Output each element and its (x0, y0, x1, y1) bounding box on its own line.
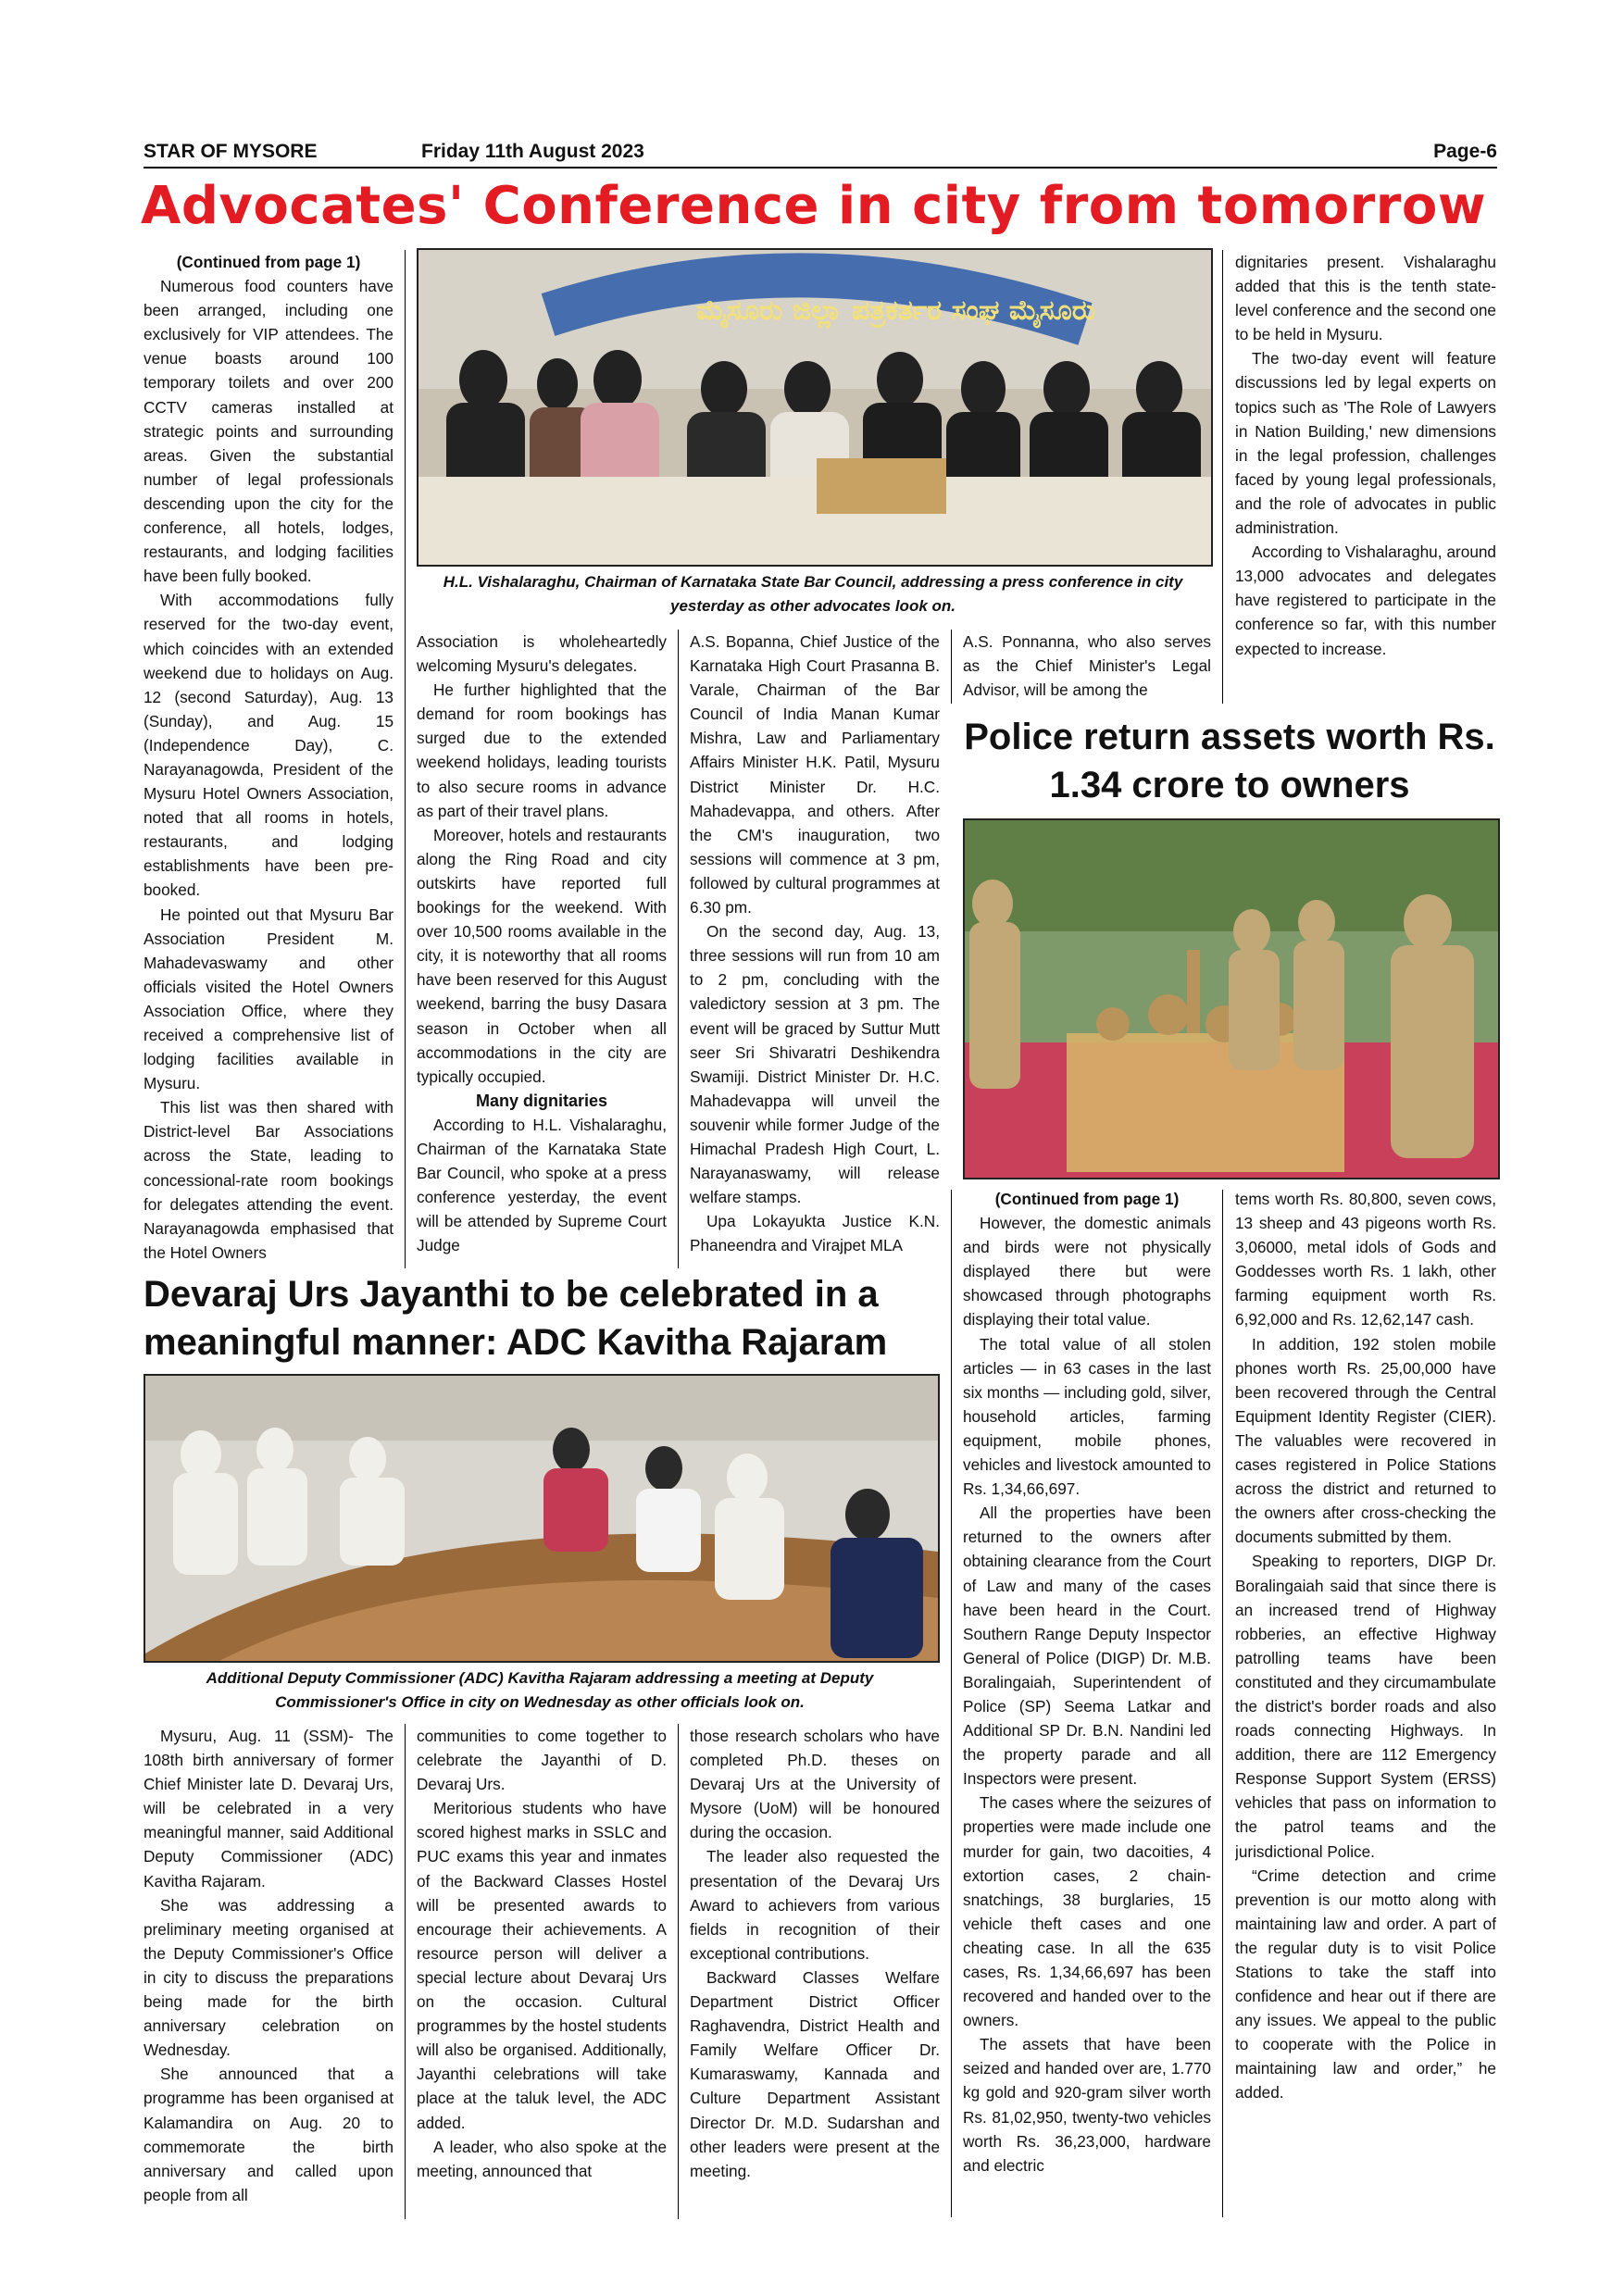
paragraph: dignitaries present. Vishalaraghu added that this is the tenth state-level conference and the second one to be held in Mysuru. (1235, 253, 1496, 344)
column-divider (951, 1190, 952, 2217)
press-conference-caption: H.L. Vishalaraghu, Chairman of Karnataka State Bar Council, addressing a press conference in city yesterday as other advocates look on. (443, 573, 1183, 615)
paragraph: Meritorious students who have scored highest marks in SSLC and PUC exams this year and inmates of the Backward Classes Hostel will be presented awards to encourage their achievements. A resource person will deliver a special lecture about Devaraj Urs on the occasion. Cultural programmes by the hostel students will also be organised. Additionally, Jayanthi celebrations will take place at the taluk level, the ADC added. (417, 1799, 667, 2132)
story1-column-3 (690, 630, 940, 1268)
continued-label: (Continued from page 1) (994, 1190, 1180, 1208)
story1-column-5 (1235, 250, 1496, 713)
paragraph: “Crime detection and crime prevention is our motto along with maintaining law and order. A part of the regular duty is to visit Police Stations to take the staff into confidence and hear out if there are any issues. We appeal to the public to cooperate with the Police in maintaining law and order,” he added. (1235, 1866, 1496, 2103)
paragraph: Upa Lokayukta Justice K.N. Phaneendra and Virajpet MLA (690, 1212, 940, 1255)
story2-column-2 (1235, 1187, 1496, 2219)
issue-date: Friday 11th August 2023 (421, 141, 644, 162)
adc-meeting-caption: Additional Deputy Commissioner (ADC) Kavitha Rajaram addressing a meeting at Deputy Commissioner's Office in city on Wednesday as other officials look on. (206, 1669, 874, 1711)
meeting-illustration (145, 1376, 938, 1661)
story3-column-1 (144, 1724, 394, 2219)
column-divider (678, 1724, 679, 2219)
story3-column-3 (690, 1724, 940, 2219)
paragraph: With accommodations fully reserved for the two-day event, which coincides with an extended weekend due to holidays on Aug. 12 (second Saturday), Aug. 13 (Sunday), and Aug. 15 (Independence Day), C. Narayanagowda, President of the Mysuru Hotel Owners Association, noted that all rooms in hotels, restaurants, and lodging establishments have been pre-booked. (144, 591, 394, 900)
paragraph: In addition, 192 stolen mobile phones worth Rs. 25,00,000 have been recovered through the Central Equipment Identity Register (CIER). The valuables were recovered in cases registered in Police Stations across the district and returned to the owners after cross-checking the documents submitted by them. (1235, 1334, 1496, 1547)
paragraph: The two-day event will feature discussions led by legal experts on topics such as 'The Role of Lawyers in Nation Building,' new dimensions in the legal profession, challenges faced by young legal professionals, and the role of advocates in public administration. (1235, 349, 1496, 538)
paragraph: On the second day, Aug. 13, three sessions will run from 10 am to 2 pm, concluding with the valedictory session at 3 pm. The event will be graced by Suttur Mutt seer Sri Shivaratri Deshikendra Swamiji. District Minister Dr. H.C. Mahadevappa will unveil the souvenir while former Judge of the Himachal Pradesh High Court, L. Narayanaswamy, will release welfare stamps. (690, 922, 940, 1207)
page-number: Page-6 (1433, 141, 1497, 162)
paragraph: tems worth Rs. 80,800, seven cows, 13 sheep and 43 pigeons worth Rs. 3,06000, metal idols of Gods and Goddesses worth Rs. 1 lakh, other farming equipment worth Rs. 6,92,000 and Rs. 12,62,147 cash. (1235, 1190, 1496, 1329)
paragraph: communities to come together to celebrate the Jayanthi of D. Devaraj Urs. (417, 1727, 667, 1794)
paragraph: The assets that have been seized and handed over are, 1.770 kg gold and 920-gram silver worth Rs. 81,02,950, twenty-two vehicles worth Rs. 36,23,000, hardware and electric (963, 2035, 1211, 2175)
police-property-parade-photo (963, 818, 1500, 1179)
headline-advocates-conference: Advocates' Conference in city from tomorrow (141, 176, 1487, 236)
paragraph: He further highlighted that the demand for room bookings has surged due to the extended weekend holidays, leading tourists to also secure rooms in advance as part of their travel plans. (417, 680, 667, 820)
press-conference-photo (417, 248, 1213, 567)
paragraph: A leader, who also spoke at the meeting, announced that (417, 2137, 667, 2180)
press-conference-illustration (418, 250, 1211, 565)
column-divider (1222, 1190, 1223, 2217)
paragraph: those research scholars who have completed Ph.D. theses on Devaraj Urs at the University of Mysore (UoM) will be honoured during the occasion. (690, 1727, 940, 1842)
paragraph: However, the domestic animals and birds were not physically displayed there but were showcased through photographs displaying their total value. (963, 1214, 1211, 1329)
adc-meeting-photo (144, 1374, 940, 1663)
column-divider (405, 1724, 406, 2219)
paper-name: STAR OF MYSORE (144, 141, 318, 162)
paragraph: According to Vishalaraghu, around 13,000 advocates and delegates have registered to participate in the conference so far, with this number expected to increase. (1235, 543, 1496, 658)
story1-column-1 (144, 250, 394, 1268)
paragraph: The total value of all stolen articles — in 63 cases in the last six months — including gold, silver, household articles, farming equipment, mobile phones, vehicles and livestock amounted to Rs. 1,34,66,697. (963, 1334, 1211, 1499)
column-divider (678, 630, 679, 1268)
continued-label: (Continued from page 1) (176, 253, 361, 271)
story1-column-2 (417, 630, 667, 1268)
paragraph: Mysuru, Aug. 11 (SSM)- The 108th birth anniversary of former Chief Minister late D. Devaraj Urs, will be celebrated in a very meaningful manner, said Additional Deputy Commissioner (ADC) Kavitha Rajaram. (144, 1727, 394, 1890)
paragraph: Numerous food counters have been arranged, including one exclusively for VIP attendees. The venue boasts around 100 temporary toilets and over 200 CCTV cameras installed at strategic points and surrounding areas. Given the substantial number of legal professionals descending upon the city for the conference, all hotels, lodges, restaurants, and lodging facilities have been fully booked. (144, 277, 394, 586)
banner-text: ಮೈಸೂರು ಜಿಲ್ಲಾ ಪತ್ರಕರ್ತರ ಸಂಘ ಮೈಸೂರು (696, 294, 1096, 327)
paragraph: This list was then shared with District-level Bar Associations across the State, leading to concessional-rate room bookings for delegates attending the event. Narayanagowda emphasised that the Hotel Owners (144, 1098, 394, 1262)
paragraph: Association is wholeheartedly welcoming Mysuru's delegates. (417, 632, 667, 676)
story1-column-4 (963, 630, 1211, 704)
paragraph: A.S. Bopanna, Chief Justice of the Karnataka High Court Prasanna B. Varale, Chairman of the Bar Council of India Manan Kumar Mishra, Law and Parliamentary Affairs Minister H.K. Patil, Mysuru District Minister Dr. H.C. Mahadevappa, and others. After the CM's inauguration, two sessions will commence at 3 pm, followed by cultural programmes at 6.30 pm. (690, 632, 940, 917)
paragraph: According to H.L. Vishalaraghu, Chairman of the Karnataka State Bar Council, who spoke at a press conference yesterday, the event will be attended by Supreme Court Judge (417, 1115, 667, 1255)
paragraph: She announced that a programme has been organised at Kalamandira on Aug. 20 to commemorate the birth anniversary and called upon people from all (144, 2065, 394, 2204)
headline-police-return-assets: Police return assets worth Rs. 1.34 crore to owners (964, 717, 1495, 805)
headline-devaraj-urs-jayanthi: Devaraj Urs Jayanthi to be celebrated in a meaningful manner: ADC Kavitha Rajaram (144, 1274, 888, 1363)
masthead-rule (144, 167, 1497, 168)
paragraph: The leader also requested the presentation of the Devaraj Urs Award to achievers from various fields in recognition of their exceptional contributions. (690, 1847, 940, 1963)
paragraph: Backward Classes Welfare Department District Officer Raghavendra, District Health and Family Welfare Officer Dr. Kumaraswamy, Kannada and Culture Department Assistant Director Dr. M.D. Sudarshan and other leaders were present at the meeting. (690, 1967, 940, 2180)
column-divider (405, 250, 406, 1268)
paragraph: He pointed out that Mysuru Bar Association President M. Mahadevaswamy and other officials visited the Hotel Owners Association Office, where they received a comprehensive list of lodging facilities available in Mysuru. (144, 905, 394, 1093)
paragraph: A.S. Ponnanna, who also serves as the Chief Minister's Legal Advisor, will be among the (963, 632, 1211, 700)
column-divider (1222, 250, 1223, 704)
paragraph: Speaking to reporters, DIGP Dr. Boralingaiah said that since there is an increased trend of Highway robberies, an effective Highway patrolling teams have been constituted and they circumambulate the district's border roads and also roads connecting Highways. In addition, there are 112 Emergency Response Support System (ERSS) vehicles that pass on information to the patrol teams and the jurisdictional Police. (1235, 1552, 1496, 1861)
subhead-many-dignitaries: Many dignitaries (475, 1091, 608, 1110)
paragraph: She was addressing a preliminary meeting organised at the Deputy Commissioner's Office in city to discuss the preparations being made for the birth anniversary celebration on Wednesday. (144, 1895, 394, 2060)
police-parade-illustration (965, 820, 1498, 1178)
story2-column-1 (963, 1187, 1211, 2219)
paragraph: Moreover, hotels and restaurants along the Ring Road and city outskirts have reported full bookings for the weekend. With over 10,500 rooms available in the city, it is noteworthy that all rooms have been reserved for this August weekend, barring the busy Dasara season in October when all accommodations in the city are typically occupied. (417, 825, 667, 1086)
story3-column-2 (417, 1724, 667, 2219)
column-divider (951, 630, 952, 704)
paragraph: The cases where the seizures of properties were made include one murder for gain, two dacoities, 4 extortion cases, 2 chain-snatchings, 38 burglaries, 15 vehicle theft cases and one cheating case. In all the 635 cases, Rs. 1,34,66,697 has been recovered and handed over to the owners. (963, 1793, 1211, 2030)
paragraph: All the properties have been returned to the owners after obtaining clearance from the Court of Law and many of the cases have been heard in the Court. Southern Range Deputy Inspector General of Police (DIGP) Dr. M.B. Boralingaiah, Superintendent of Police (SP) Seema Latkar and Additional SP Dr. B.N. Nandini led the property parade and all Inspectors were present. (963, 1504, 1211, 1789)
